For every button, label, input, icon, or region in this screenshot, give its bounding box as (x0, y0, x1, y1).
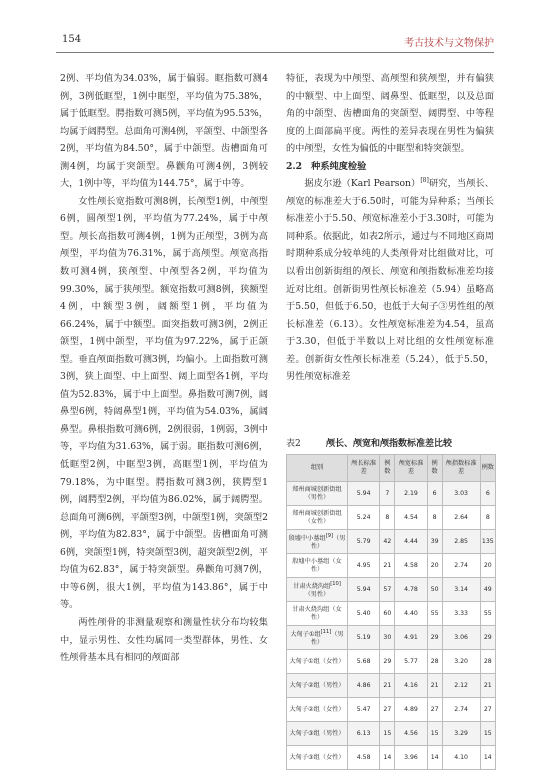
group-label: 郑州商城创新街组（男性） (292, 485, 342, 501)
sd-value-cell: 2.74 (442, 698, 480, 722)
col-header-group: 组别 (287, 455, 348, 482)
count-cell: 8 (480, 506, 495, 530)
page-number: 154 (62, 34, 82, 45)
left-column (60, 70, 268, 667)
count-cell: 15 (480, 722, 495, 746)
group-cell (287, 602, 348, 626)
header-rule (56, 52, 494, 53)
count-cell: 14 (480, 746, 495, 770)
count-cell: 14 (380, 746, 395, 770)
table-header-row (287, 455, 496, 482)
count-cell: 21 (480, 674, 495, 698)
sd-value-cell: 4.58 (395, 554, 427, 578)
count-cell: 55 (427, 602, 442, 626)
count-cell: 6 (427, 482, 442, 506)
count-cell: 39 (427, 530, 442, 554)
sd-value-cell: 4.16 (395, 674, 427, 698)
sd-value-cell: 5.47 (348, 698, 380, 722)
count-cell: 27 (380, 698, 395, 722)
group-cell (287, 722, 348, 746)
table-row (287, 554, 496, 578)
table-title: 颅长、颅宽和颅指数标准差比较 (326, 439, 453, 449)
count-cell: 57 (380, 578, 395, 602)
count-cell: 29 (427, 626, 442, 650)
table-row (287, 650, 496, 674)
sd-value-cell: 5.68 (348, 650, 380, 674)
journal-name: 考古技术与文物保护 (404, 38, 494, 49)
sd-value-cell: 5.94 (348, 482, 380, 506)
count-cell: 135 (480, 530, 495, 554)
count-cell: 20 (427, 554, 442, 578)
section-heading: 2.2 种系纯度检验 (286, 160, 367, 172)
group-citation[interactable]: [10] (330, 580, 341, 587)
sd-value-cell: 5.77 (395, 650, 427, 674)
p2-post: 研究，当颅长、颅宽的标准差大于6.50时，可能为异种系；当颅长标准差小于5.50、颅宽标准差小于3.30时，可能为同种系。依据此，如表2所示，通过与不同地区商周时期种系成分较单纯的人类颅骨对比组做对比，可以看出创新街组的颅长、颅宽和颅指数标准差均接近对比组。创新街男性颅长标准差（5.94）虽略高于5.50，但低于6.50，也低于大甸子③男性组的颅长标准差（6.13）。女性颅宽标准差为4.54，虽高于3.30，但低于半数以上对比组的女性颅宽标准差。创新街女性颅长标准差（5.24），低于5.50，男性颅宽标准差 (286, 178, 494, 383)
col-header-index-sd: 颅指数标准差 (442, 455, 480, 482)
group-label: 郑州商城创新街组（女性） (292, 509, 342, 525)
count-cell: 29 (380, 650, 395, 674)
count-cell: 20 (480, 554, 495, 578)
group-citation[interactable]: [9] (325, 532, 334, 539)
sd-value-cell: 5.24 (348, 506, 380, 530)
group-label: 甘肃火烧沟组 (293, 583, 331, 591)
table-row (287, 746, 496, 770)
count-cell: 28 (480, 650, 495, 674)
group-cell (287, 698, 348, 722)
group-label: 殷墟中小墓组 (288, 535, 326, 543)
count-cell: 49 (480, 578, 495, 602)
sd-value-cell: 2.85 (442, 530, 480, 554)
sd-value-cell: 4.91 (395, 626, 427, 650)
sd-value-cell: 3.96 (395, 746, 427, 770)
group-label: 大甸子①组 (290, 631, 321, 639)
std-dev-table (286, 454, 496, 770)
count-cell: 28 (427, 650, 442, 674)
left-paragraph-1: 2例、平均值为34.03%，属于偏弱。眶指数可测4例，3例低眶型，1例中眶型，平均值为75.38%，属于低眶型。腭指数可测5例，平均值为95.53%，均属于阔腭型。总面角可测4例，平颌型、中颌型各2例，平均值为84.50°，属于中颌型。齿槽面角可测4例，均属于突颌型。鼻颧角可测4例，3例较大，1例中等，平均值为144.75°，属于中等。 (60, 73, 268, 190)
count-cell: 15 (380, 722, 395, 746)
sd-value-cell: 4.86 (348, 674, 380, 698)
sd-value-cell: 3.06 (442, 626, 480, 650)
group-label: 大甸子③组（女性） (289, 753, 345, 761)
col-header-breadth-sd: 颅宽标准差 (395, 455, 427, 482)
group-cell (287, 626, 348, 650)
count-cell: 21 (380, 554, 395, 578)
col-header-length-sd: 颅长标准差 (348, 455, 380, 482)
sd-value-cell: 4.40 (395, 602, 427, 626)
group-label: 大甸子②组（女性） (289, 705, 345, 713)
group-cell (287, 506, 348, 530)
count-cell: 42 (380, 530, 395, 554)
table-row (287, 698, 496, 722)
sd-value-cell: 5.79 (348, 530, 380, 554)
table-row (287, 626, 496, 650)
group-label: 大甸子③组（男性） (289, 729, 345, 737)
count-cell: 27 (427, 698, 442, 722)
table-row (287, 722, 496, 746)
sd-value-cell: 2.74 (442, 554, 480, 578)
group-cell (287, 650, 348, 674)
sd-value-cell: 4.95 (348, 554, 380, 578)
sd-value-cell: 3.20 (442, 650, 480, 674)
table-row (287, 602, 496, 626)
citation-link[interactable]: [8] (420, 177, 429, 185)
count-cell: 55 (480, 602, 495, 626)
table-row (287, 506, 496, 530)
group-label: 殷墟中小墓组（女性） (292, 557, 342, 573)
group-cell (287, 746, 348, 770)
col-header-count: 例数 (380, 455, 395, 482)
count-cell: 21 (380, 674, 395, 698)
sd-value-cell: 3.03 (442, 482, 480, 506)
count-cell: 50 (427, 578, 442, 602)
count-cell: 21 (427, 674, 442, 698)
right-paragraph-1: 特征，表现为中颅型、高颅型和狭颅型，并有偏狭的中额型、中上面型、阔鼻型、低眶型，以及总面角的中颌型、齿槽面角的突颌型、阔腭型、中等程度的上面部扁平度。两性的差异表现在男性为偏狭的中颅型，女性为偏低的中眶型和特突颌型。 (286, 73, 494, 155)
count-cell: 8 (380, 506, 395, 530)
sd-value-cell: 3.14 (442, 578, 480, 602)
left-paragraph-2: 女性颅长宽指数可测8例，长颅型1例，中颅型6例，圆颅型1例，平均值为77.24%，属于中颅型。颅长高指数可测4例，1例为正颅型，3例为高颅型，平均值为76.31%，属于高颅型。颅宽高指数可测4例，狭颅型、中颅型各2例，平均值为99.30%，属于狭颅型。额宽指数可测8例，狭额型4例，中额型3例，阔额型1例，平均值为66.24%，属于中额型。面突指数可测3例，2例正颌型，1例中颌型，平均值为97.22%，属于正颌型。垂直颅面指数可测3例，均偏小。上面指数可测3例，狭上面型、中上面型、阔上面型各1例，平均值为52.83%，属于中上面型。鼻指数可测7例，阔鼻型6例，特阔鼻型1例，平均值为54.03%，属阔鼻型。鼻根指数可测6例，2例很弱，1例弱，3例中等，平均值为31.63%，属于弱。眶指数可测6例，低眶型2例，中眶型3例，高眶型1例，平均值为79.18%，为中眶型。腭指数可测3例，狭腭型1例，阔腭型2例，平均值为86.02%，属于阔腭型。总面角可测6例，平颌型3例，中颌型1例，突颌型2例，平均值为82.83°，属于中颌型。齿槽面角可测6例，突颌型1例，特突颌型3例，超突颌型2例，平均值为62.83°，属于特突颌型。鼻颧角可测7例，中等6例，很大1例，平均值为143.86°，属于中等。 (60, 195, 268, 611)
sd-value-cell: 5.40 (348, 602, 380, 626)
sd-value-cell: 2.19 (395, 482, 427, 506)
col-header-count: 例数 (427, 455, 442, 482)
sd-value-cell: 4.10 (442, 746, 480, 770)
sd-value-cell: 5.94 (348, 578, 380, 602)
right-paragraph-2 (286, 175, 494, 386)
count-cell: 27 (480, 698, 495, 722)
group-cell (287, 578, 348, 602)
group-cell (287, 482, 348, 506)
sd-value-cell: 4.58 (348, 746, 380, 770)
left-paragraph-3: 两性颅骨的非测量观察和测量性状分布均较集中，显示男性、女性均属同一类型群体，男性、女性颅骨基本具有相同的颅面部 (60, 616, 268, 664)
sd-value-cell: 6.13 (348, 722, 380, 746)
count-cell: 7 (380, 482, 395, 506)
sd-value-cell: 4.54 (395, 506, 427, 530)
sd-value-cell: 3.33 (442, 602, 480, 626)
count-cell: 60 (380, 602, 395, 626)
count-cell: 15 (427, 722, 442, 746)
group-cell (287, 530, 348, 554)
sd-value-cell: 5.19 (348, 626, 380, 650)
table-row (287, 482, 496, 506)
group-citation[interactable]: [11] (320, 628, 332, 635)
group-sex: （男性） (310, 631, 344, 647)
group-label: 甘肃火烧沟组（女性） (292, 605, 342, 621)
right-column (286, 70, 494, 386)
table-row (287, 674, 496, 698)
sd-value-cell: 4.56 (395, 722, 427, 746)
group-label: 大甸子②组（男性） (289, 681, 345, 689)
group-sex: （男性） (304, 591, 330, 599)
count-cell: 14 (427, 746, 442, 770)
count-cell: 6 (480, 482, 495, 506)
group-cell (287, 674, 348, 698)
table-caption (286, 437, 494, 451)
sd-value-cell: 2.64 (442, 506, 480, 530)
sd-value-cell: 4.78 (395, 578, 427, 602)
group-label: 大甸子①组（女性） (289, 657, 345, 665)
sd-value-cell: 4.89 (395, 698, 427, 722)
count-cell: 30 (380, 626, 395, 650)
col-header-count: 例数 (480, 455, 495, 482)
table-row (287, 530, 496, 554)
group-sex: （男性） (310, 535, 346, 551)
count-cell: 29 (480, 626, 495, 650)
group-cell (287, 554, 348, 578)
table-number: 表2 (286, 439, 301, 449)
p2-pre: 据皮尔逊（Karl Pearson） (304, 178, 421, 190)
sd-value-cell: 3.29 (442, 722, 480, 746)
count-cell: 8 (427, 506, 442, 530)
sd-value-cell: 2.12 (442, 674, 480, 698)
table-row (287, 578, 496, 602)
sd-value-cell: 4.44 (395, 530, 427, 554)
